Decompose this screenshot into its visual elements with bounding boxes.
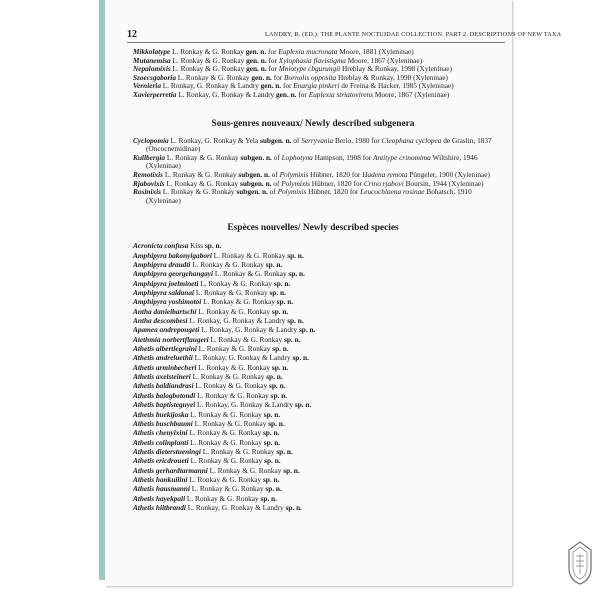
species-entry [133, 438, 493, 447]
species-entry [133, 419, 493, 428]
authors: L. Ronkay & G. Ronkay [160, 187, 237, 197]
citation: Bohatsch, 1910 (Xyleninae) [146, 187, 472, 205]
rank-label: sp. n. [270, 390, 288, 400]
rank-label: gen. n. [260, 81, 282, 91]
authors: L. Ronkay & G. Ronkay [170, 55, 247, 65]
subgenus-entry [133, 154, 493, 171]
authors: L. Ronkay & G. Ronkay [188, 409, 264, 419]
authors: L. Ronkay, G. Ronkay & Landry [192, 353, 293, 363]
authors: L. Ronkay & G. Ronkay [175, 72, 252, 82]
authors: L. Ronkay, G. Ronkay & Landry [195, 400, 295, 410]
taxon-name: Athetis chenyixini [133, 428, 188, 438]
subgenera-list [133, 137, 493, 206]
taxon-name: Athetis hayekpali [133, 493, 186, 503]
rank-label: sp. n. [292, 353, 309, 363]
citation: Hübner, 1820 for [308, 169, 363, 179]
citation: Hreblay & Ronkay, 1998 (Xyleninae) [336, 72, 448, 82]
authors: L. Ronkay & G. Ronkay [195, 390, 271, 400]
type-species: Crino rjabovi [363, 178, 404, 188]
library-stamp-icon [567, 540, 593, 586]
species-entry [133, 484, 493, 493]
taxon-name: Xavierperretia [133, 89, 177, 99]
page-header [127, 28, 562, 43]
type-species: Hadena remota [362, 169, 408, 179]
taxon-name: Athetis axelsteineri [133, 372, 191, 382]
taxon-name: Amphipyra joelmineti [133, 278, 199, 288]
parent-genus: Serryvania [301, 135, 334, 145]
authors: L. Ronkay & G. Ronkay [211, 250, 288, 260]
taxon-name: Athetis dieterstueningi [133, 446, 201, 456]
species-entry [133, 307, 493, 316]
rank-label: sp. n. [273, 278, 291, 288]
species-entry [133, 400, 493, 409]
species-entry [133, 279, 493, 288]
rank-label: sp. n. [283, 465, 300, 475]
genera-list [133, 48, 493, 100]
rank-label: sp. n. [268, 418, 285, 428]
page-content [133, 48, 493, 512]
authors: L. Ronkay & G. Ronkay [196, 344, 273, 354]
authors: L. Ronkay & G. Ronkay [170, 64, 247, 74]
taxon-name: Athetis arminbecheri [133, 362, 197, 372]
authors: L. Ronkay, G. Ronkay & Landry [187, 316, 288, 326]
parent-genus: Polymixis [277, 187, 307, 197]
type-species: Antitype crinomima [373, 152, 431, 162]
genus-entry [133, 91, 493, 100]
subgenus-entry [133, 137, 493, 154]
taxon-name: Szoecsgaboria [133, 72, 176, 82]
connector: for [296, 89, 309, 99]
citation: Moore, 1867 (Xyleninae) [345, 55, 423, 65]
authors: L. Ronkay & G. Ronkay [187, 474, 263, 484]
species-entry [133, 335, 493, 344]
authors: L. Ronkay & G. Ronkay [165, 152, 241, 162]
rank-label: sp. n. [288, 269, 305, 279]
rank-label: gen. n. [246, 55, 267, 65]
authors: L. Ronkay & G. Ronkay [189, 484, 266, 494]
type-species: Xylophasia flavistigma [278, 55, 346, 65]
taxon-name: Antha danielbartschi [133, 306, 197, 316]
taxon-name: Athetis balogbotondi [133, 390, 196, 400]
species-entry [133, 344, 493, 353]
species-entry [133, 466, 493, 475]
taxon-name: Athetis hiltbrandi [133, 502, 186, 512]
authors: L. Ronkay & G. Ronkay [164, 178, 241, 188]
species-entry [133, 353, 493, 362]
species-entry [133, 269, 493, 278]
parent-genus: Polymixis [279, 169, 309, 179]
connector: of [267, 187, 278, 197]
taxon-name: Kullbergia [133, 152, 166, 162]
rank-label: sp. n. [204, 241, 222, 251]
taxon-name: Amphipyra georgehangayi [133, 269, 214, 279]
rank-label: sp. n. [284, 334, 301, 344]
taxon-name: Athetis albertlegraini [133, 344, 197, 354]
connector: for [266, 64, 279, 74]
authors: L. Ronkay & G. Ronkay [200, 446, 277, 456]
authors: L. Ronkay & G. Ronkay [198, 278, 274, 288]
authors: L. Ronkay & G. Ronkay [185, 493, 261, 503]
page-number: 12 [127, 29, 137, 40]
authors: L. Ronkay & G. Ronkay [188, 437, 264, 447]
rank-label: sp. n. [269, 288, 286, 298]
citation: Hübner, 1820 for [306, 187, 361, 197]
taxon-name: Acronicta confusa [133, 241, 189, 251]
citation: Püngeler, 1900 (Xyleninae) [407, 169, 490, 179]
taxon-name: Mutanemisa [133, 55, 171, 65]
citation: Hreblay & Ronkay, 1998 (Xyleninae) [340, 64, 452, 74]
authors: L. Ronkay & G. Ronkay [208, 334, 285, 344]
species-entry [133, 391, 493, 400]
running-title: LANDRY, B. (ED.): THE PLANTE NOCTUIDAE COLLECTION. PART 2. DESCRIPTIONS OF NEW TAXA [265, 31, 562, 38]
authors: L. Ronkay, G. Ronkay & Landry [176, 89, 277, 99]
rank-label: sp. n. [285, 502, 303, 512]
taxon-name: Amphipyra saldanai [133, 288, 195, 298]
species-entry [133, 363, 493, 372]
parent-genus: Lophotyna [281, 152, 313, 162]
type-species: Enargia pinkeri [293, 81, 340, 91]
taxon-name: Cyclopomia [133, 135, 169, 145]
rank-label: sp. n. [262, 428, 280, 438]
rank-label: subgen. n. [240, 178, 272, 188]
taxon-name: Athetis hankuilini [133, 474, 188, 484]
species-entry [133, 325, 493, 334]
authors: L. Ronkay, G. Ronkay & Landry [199, 325, 299, 335]
book-page [105, 0, 562, 586]
species-entry [133, 260, 493, 269]
species-entry [133, 410, 493, 419]
taxon-name: Amphipyra bakonyigabori [133, 250, 212, 260]
type-species: Bornolis opposita [284, 72, 337, 82]
taxon-name: Vernieria [133, 81, 161, 91]
species-entry [133, 251, 493, 260]
authors: L. Ronkay & G. Ronkay [196, 362, 272, 372]
type-species: Mniotype cbgurungii [278, 64, 341, 74]
connector: for [271, 72, 285, 82]
taxon-name: Athetis gerhardtarmanni [133, 465, 208, 475]
authors: L. Ronkay & G. Ronkay [207, 465, 284, 475]
rank-label: sp. n. [265, 484, 282, 494]
rank-label: sp. n. [263, 409, 281, 419]
authors: L. Ronkay, G. Ronkay & Landry [160, 81, 261, 91]
rank-label: gen. n. [276, 89, 297, 99]
rank-label: sp. n. [287, 250, 304, 260]
taxon-name: Rosinixis [133, 187, 161, 197]
authors: L. Ronkay & G. Ronkay [187, 428, 263, 438]
citation: Wiltshire, 1946 (Xyleninae) [146, 152, 478, 171]
taxon-name: Athetis andreluethii [133, 353, 193, 363]
taxon-name: Athetis colinplanti [133, 437, 189, 447]
citation: Hampson, 1908 for [312, 152, 374, 162]
citation: de Graslin, 1837 (Oncocnemidinae) [146, 135, 492, 154]
rank-label: sp. n. [265, 260, 283, 269]
taxon-name: Apamea andrepougeti [133, 325, 200, 335]
subgenera-heading: Sous-genres nouveaux/ Newly described subgenera [211, 118, 415, 129]
rank-label: gen. n. [246, 64, 267, 74]
rank-label: subgen. n. [236, 187, 268, 197]
rank-label: subgen. n. [260, 135, 292, 145]
authors: L. Ronkay & G. Ronkay [193, 381, 270, 391]
species-entry [133, 372, 493, 381]
rank-label: gen. n. [251, 72, 272, 82]
connector: of [291, 135, 302, 145]
citation: Moore, 1867 (Xyleninae) [373, 89, 450, 99]
taxon-name: Mikkolatype [133, 47, 171, 56]
species-entry [133, 381, 493, 390]
rank-label: subgen. n. [238, 169, 270, 179]
authors: L. Ronkay & G. Ronkay [170, 47, 246, 56]
rank-label: sp. n. [262, 474, 280, 484]
type-species: Leucochlaena rosinae [360, 187, 425, 197]
rank-label: sp. n. [264, 456, 281, 466]
authors: L. Ronkay & G. Ronkay [190, 260, 266, 269]
taxon-name: Atethmia norbertflaugeri [133, 334, 209, 344]
authors: L. Ronkay & G. Ronkay [201, 297, 277, 307]
citation: Hübner, 1820 for [309, 178, 364, 188]
taxon-name: Amphipyra yoshimotoi [133, 297, 202, 307]
citation: Moore, 1881 (Xyleninae) [337, 47, 414, 56]
authors: L. Ronkay, G. Ronkay & Landry [185, 502, 286, 512]
citation: Berio, 1980 for [333, 135, 382, 145]
taxon-name: Amphipyra draudti [133, 260, 191, 269]
rank-label: sp. n. [269, 381, 286, 391]
species-entry [133, 241, 493, 250]
rank-label: sp. n. [260, 493, 277, 503]
species-heading: Espèces nouvelles/ Newly described species [227, 223, 399, 234]
authors: L. Ronkay & G. Ronkay [194, 288, 270, 298]
type-species: Euplexia mucronata [278, 47, 338, 56]
taxon-name: Athetis buekijoska [133, 409, 189, 419]
rank-label: sp. n. [294, 400, 312, 410]
taxon-name: Athetis baldiandrasi [133, 381, 194, 391]
species-entry [133, 475, 493, 484]
connector: for [266, 55, 279, 65]
taxon-name: Athetis buschbaumi [133, 418, 193, 428]
authors: Kiss [188, 241, 205, 251]
rank-label: sp. n. [287, 316, 304, 326]
connector: of [269, 169, 280, 179]
rank-label: sp. n. [276, 446, 293, 456]
rank-label: gen. n. [245, 47, 267, 56]
rank-label: sp. n. [271, 362, 289, 372]
subgenus-entry [133, 188, 493, 205]
authors: L. Ronkay & G. Ronkay [213, 269, 289, 279]
taxon-name: Antha descombesi [133, 316, 188, 326]
connector: for [266, 47, 279, 56]
taxon-name: Athetis baptisteguyei [133, 400, 196, 410]
rank-label: sp. n. [263, 437, 281, 447]
species-entry [133, 447, 493, 456]
species-entry [133, 503, 493, 512]
species-entry [133, 428, 493, 437]
authors: L. Ronkay & G. Ronkay [188, 456, 265, 466]
rank-label: sp. n. [266, 372, 283, 382]
taxon-name: Rjabovixis [133, 178, 165, 188]
species-entry [133, 297, 493, 306]
authors: L. Ronkay, G. Ronkay & Yela [168, 135, 261, 145]
taxon-name: Athetis ericdroueti [133, 456, 189, 466]
type-species: Cleophana cyclopea [381, 135, 442, 145]
type-species: Euplexia striatovirens [308, 89, 374, 99]
authors: L. Ronkay & G. Ronkay [196, 306, 272, 316]
species-entry [133, 288, 493, 297]
species-entry [133, 494, 493, 503]
taxon-name: Remotixis [133, 169, 163, 179]
rank-label: subgen. n. [240, 152, 272, 162]
parent-genus: Polymixis [281, 178, 310, 188]
citation: de Freina & Hacker, 1985 (Xyleninae) [339, 81, 454, 91]
authors: L. Ronkay & G. Ronkay [190, 372, 267, 382]
connector: of [271, 152, 282, 162]
species-entry [133, 456, 493, 465]
citation: Boursin, 1944 (Xyleninae) [403, 178, 484, 188]
connector: for [281, 81, 294, 91]
species-list [133, 241, 493, 512]
rank-label: sp. n. [276, 297, 294, 307]
species-entry [133, 316, 493, 325]
taxon-name: Nepalomixis [133, 64, 171, 74]
authors: L. Ronkay & G. Ronkay [192, 418, 269, 428]
rank-label: sp. n. [298, 325, 316, 335]
connector: of [271, 178, 282, 188]
taxon-name: Athetis hausmanni [133, 484, 190, 494]
rank-label: sp. n. [272, 344, 289, 354]
authors: L. Ronkay & G. Ronkay [163, 169, 239, 179]
rank-label: sp. n. [271, 306, 289, 316]
